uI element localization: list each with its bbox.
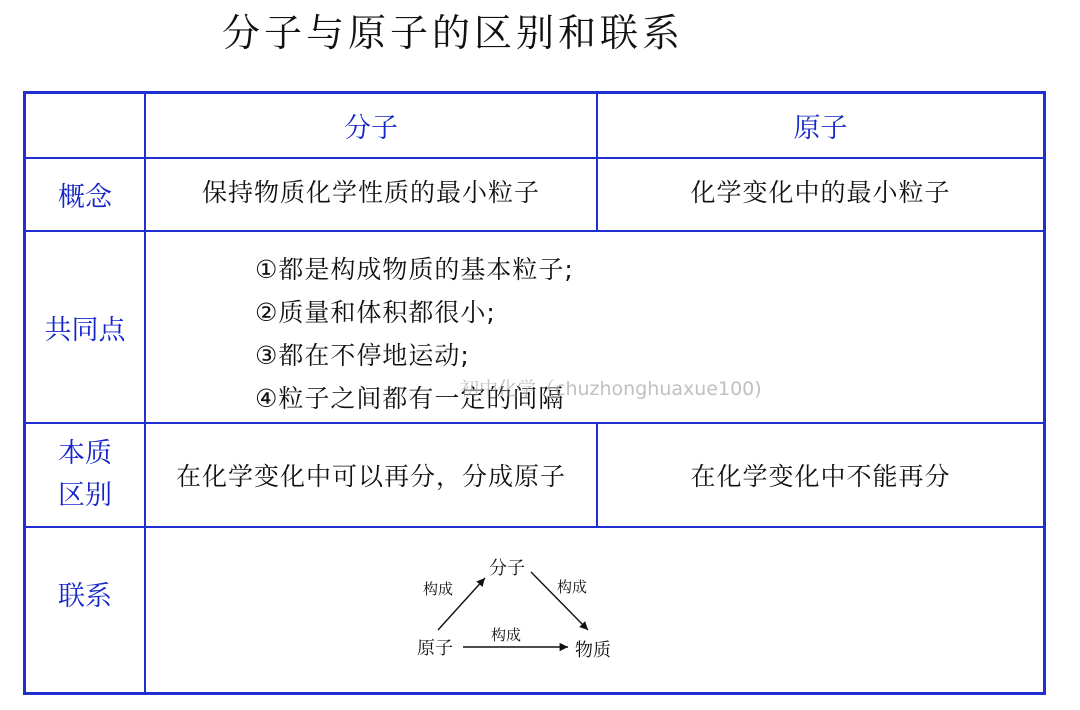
essence-atom: 在化学变化中不能再分 — [690, 462, 951, 491]
page-title: 分子与原子的区别和联系 — [222, 11, 685, 55]
row-label-relation: 联系 — [58, 580, 112, 612]
common-point: ③都在不停地运动; — [255, 341, 470, 370]
concept-molecule: 保持物质化学性质的最小粒子 — [201, 178, 540, 207]
row-label-essence-line1: 本质 — [58, 438, 112, 469]
essence-molecule: 在化学变化中可以再分，分成原子 — [175, 462, 566, 491]
row-label-common: 共同点 — [44, 314, 126, 346]
relation-diagram — [405, 550, 635, 670]
row-label-essence — [26, 424, 144, 526]
row-label-concept: 概念 — [58, 182, 112, 213]
header-atom: 原子 — [793, 113, 848, 144]
row-divider — [26, 526, 1043, 528]
row-divider — [26, 230, 1043, 232]
row-label-essence-line2: 区别 — [58, 480, 112, 511]
node-atom: 原子 — [417, 638, 453, 659]
node-substance: 物质 — [575, 640, 611, 661]
watermark: 初中化学（chuzhonghuaxue100) — [460, 378, 762, 400]
edge-label-atom-molecule: 构成 — [423, 580, 454, 598]
edge-label-atom-substance: 构成 — [491, 626, 522, 644]
concept-atom: 化学变化中的最小粒子 — [690, 178, 951, 207]
common-point: ②质量和体积都很小; — [255, 298, 496, 327]
node-molecule: 分子 — [489, 558, 525, 579]
header-molecule: 分子 — [344, 113, 398, 144]
common-point: ④粒子之间都有一定的间隔 — [255, 384, 565, 413]
common-point: ①都是构成物质的基本粒子; — [255, 255, 574, 284]
edge-label-molecule-substance: 构成 — [557, 578, 588, 596]
